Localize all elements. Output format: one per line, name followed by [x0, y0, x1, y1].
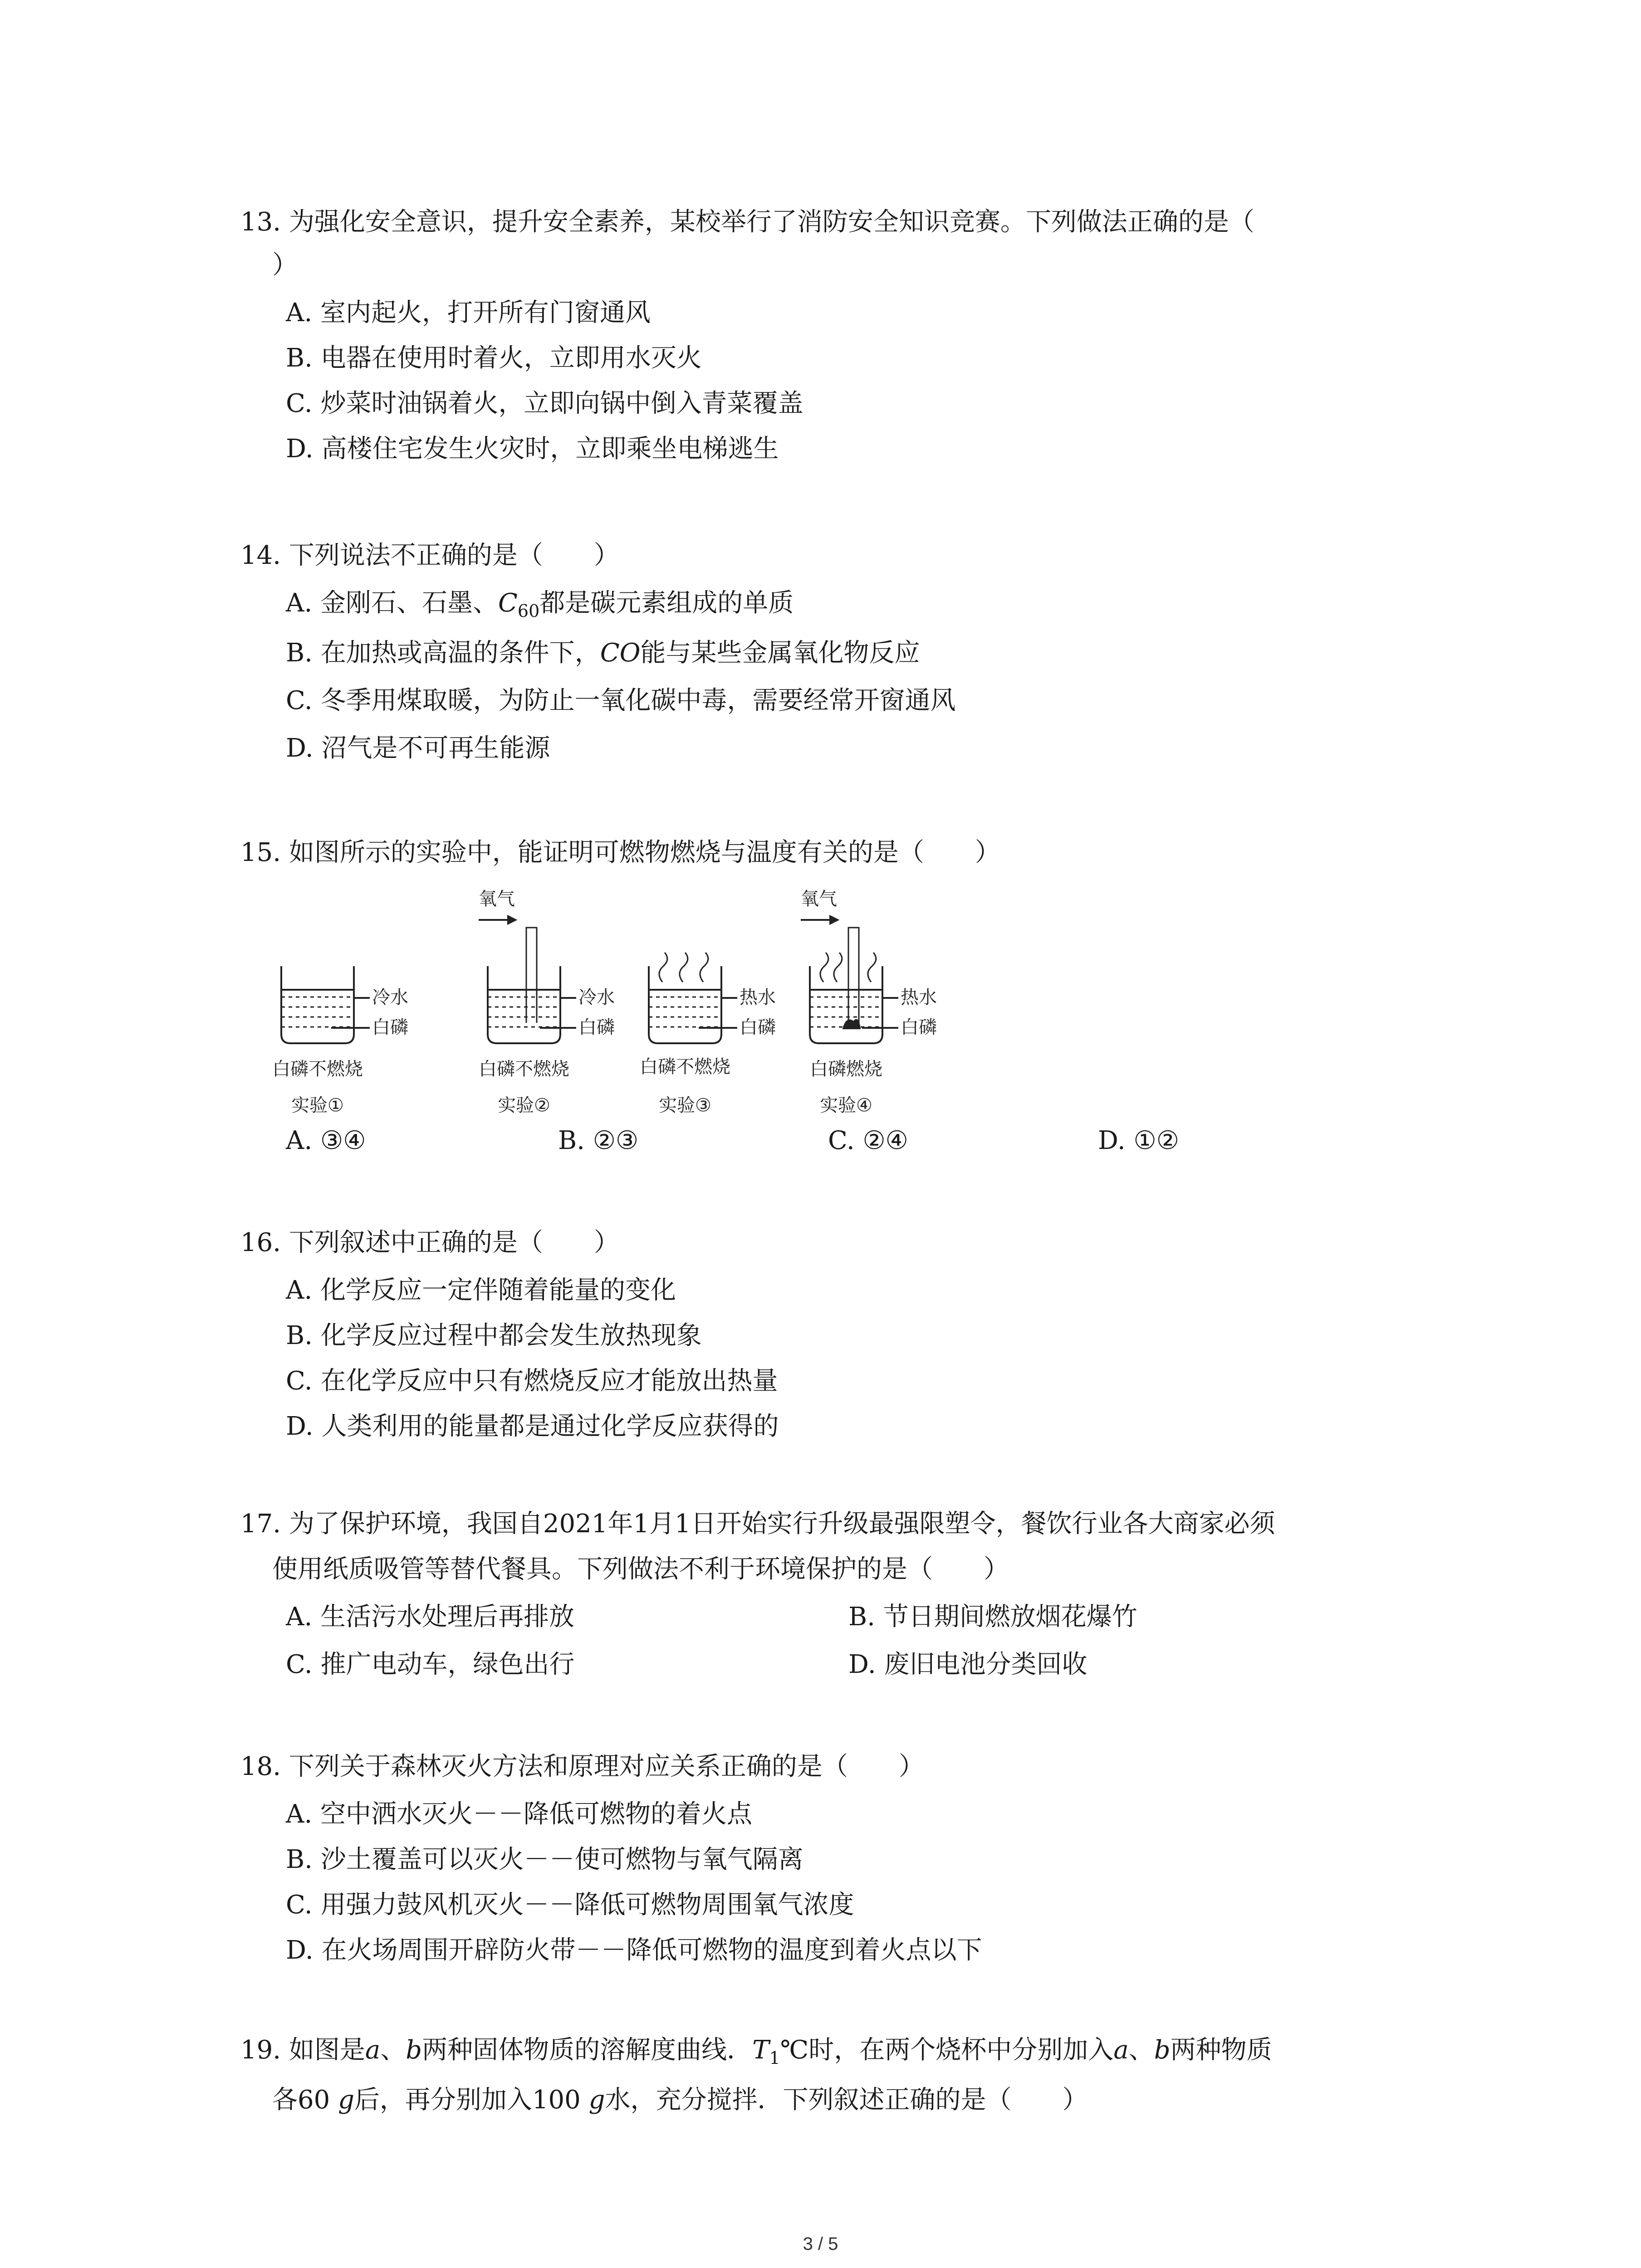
white-p-label-2: 白磷: [578, 1017, 615, 1038]
white-p-label-1: 白磷: [372, 1017, 408, 1038]
exp-label-1: 实验①: [291, 1095, 344, 1116]
hot-water-label-3: 热水: [740, 987, 776, 1008]
q17-option-d: D. 废旧电池分类回收: [848, 1650, 1087, 1679]
q19-l1f: 两种物质: [1170, 2035, 1272, 2065]
q16-option-a: A. 化学反应一定伴随着能量的变化: [286, 1276, 676, 1305]
q18-stem: 18. 下列关于森林灭火方法和原理对应关系正确的是（ ）: [240, 1752, 924, 1781]
q17-option-c: C. 推广电动车，绿色出行: [286, 1650, 575, 1679]
q18-option-b: B. 沙土覆盖可以灭火－－使可燃物与氧气隔离: [286, 1845, 803, 1874]
q14-option-d: D. 沼气是不可再生能源: [286, 733, 550, 763]
beaker-1: [281, 966, 370, 1043]
q19-t-sub: 1: [769, 2048, 780, 2068]
q14-option-b: [286, 637, 920, 669]
white-p-label-4: 白磷: [901, 1017, 937, 1038]
exp-label-2: 实验②: [498, 1095, 550, 1116]
q14-option-a: [286, 587, 794, 627]
white-p-label-3: 白磷: [740, 1017, 776, 1038]
q13-option-a: A. 室内起火，打开所有门窗通风: [286, 298, 651, 327]
q16-stem: 16. 下列叙述中正确的是（ ）: [240, 1228, 619, 1257]
q19-l1c: 两种固体物质的溶解度曲线．: [422, 2035, 753, 2065]
q19-var-t: T: [752, 2035, 769, 2065]
q14-a-chem: C: [498, 588, 518, 618]
exp-label-4: 实验④: [820, 1095, 872, 1116]
q14-a-suffix: 都是碳元素组成的单质: [539, 588, 794, 618]
q15-option-a: A. ③④: [286, 1126, 366, 1155]
oxygen-label-2: 氧气: [479, 889, 515, 909]
q19-l2c: 水，充分搅拌．下列叙述正确的是（ ）: [605, 2085, 1088, 2115]
q19-var-b: b: [406, 2035, 422, 2065]
q18-option-d: D. 在火场周围开辟防火带－－降低可燃物的温度到着火点以下: [286, 1936, 982, 1965]
q18-option-c: C. 用强力鼓风机灭火－－降低可燃物周围氧气浓度: [286, 1890, 854, 1920]
q14-b-chem: CO: [600, 638, 641, 668]
q15-option-d: D. ①②: [1098, 1126, 1179, 1155]
q19-l1e: 、: [1128, 2035, 1154, 2065]
q15-experiment-figure: [272, 885, 998, 1129]
beaker-4: [801, 916, 898, 1043]
hot-water-label-4: 热水: [901, 987, 937, 1008]
q13-option-b: B. 电器在使用时着火，立即用水灭火: [286, 343, 702, 373]
q13-stem-line2: ）: [272, 250, 298, 280]
q19-var-b2: b: [1154, 2035, 1171, 2065]
q19-l2b: 后，再分别加入100: [354, 2085, 589, 2115]
q19-stem-line1: [240, 2034, 1272, 2074]
q17-option-a: A. 生活污水处理后再排放: [286, 1602, 575, 1632]
q17-stem-line2: 使用纸质吸管等替代餐具。下列做法不利于环境保护的是（ ）: [272, 1554, 1009, 1584]
q14-stem: 14. 下列说法不正确的是（ ）: [240, 541, 619, 570]
beaker-3: [649, 953, 737, 1043]
q13-stem-line1: 13. 为强化安全意识，提升安全素养，某校举行了消防安全知识竞赛。下列做法正确的是（: [240, 207, 1254, 237]
q15-stem: 15. 如图所示的实验中，能证明可燃物燃烧与温度有关的是（ ）: [240, 838, 1000, 867]
beaker-2: [479, 916, 576, 1043]
q14-b-prefix: B. 在加热或高温的条件下，: [286, 638, 600, 668]
q15-option-c: C. ②④: [828, 1126, 908, 1155]
cold-water-label-1: 冷水: [372, 987, 408, 1008]
exp-label-3: 实验③: [659, 1095, 711, 1116]
q19-var-g2: g: [588, 2085, 605, 2115]
q19-l1d: ℃时，在两个烧杯中分别加入: [780, 2035, 1114, 2065]
result-label-1: 白磷不燃烧: [272, 1059, 363, 1080]
q19-stem-line2: [272, 2084, 1087, 2116]
q17-stem-line1: 17. 为了保护环境，我国自2021年1月1日开始实行升级最强限塑令，餐饮行业各大商家必须: [240, 1509, 1275, 1539]
q19-var-g: g: [338, 2085, 354, 2115]
q18-option-a: A. 空中洒水灭火－－降低可燃物的着火点: [286, 1799, 753, 1829]
page-number: 3 / 5: [803, 2234, 838, 2254]
q15-option-b: B. ②③: [558, 1126, 639, 1155]
q16-option-b: B. 化学反应过程中都会发生放热现象: [286, 1321, 702, 1350]
result-label-2: 白磷不燃烧: [479, 1059, 569, 1080]
q13-option-d: D. 高楼住宅发生火灾时，立即乘坐电梯逃生: [286, 434, 779, 464]
q14-a-sub: 60: [517, 601, 540, 621]
q19-l2a: 各60: [272, 2085, 338, 2115]
cold-water-label-2: 冷水: [578, 987, 615, 1008]
result-label-3: 白磷不燃烧: [640, 1056, 730, 1077]
q17-option-b: B. 节日期间燃放烟花爆竹: [848, 1602, 1137, 1632]
q19-var-a2: a: [1113, 2035, 1129, 2065]
q19-l1b: 、: [380, 2035, 406, 2065]
q16-option-c: C. 在化学反应中只有燃烧反应才能放出热量: [286, 1366, 778, 1396]
q13-option-c: C. 炒菜时油锅着火，立即向锅中倒入青菜覆盖: [286, 389, 803, 418]
q19-l1a: 19. 如图是: [240, 2035, 365, 2065]
q19-var-a: a: [365, 2035, 381, 2065]
q16-option-d: D. 人类利用的能量都是通过化学反应获得的: [286, 1412, 779, 1441]
q14-option-c: C. 冬季用煤取暖，为防止一氧化碳中毒，需要经常开窗通风: [286, 686, 956, 715]
oxygen-label-4: 氧气: [801, 889, 837, 909]
q14-b-suffix: 能与某些金属氧化物反应: [640, 638, 920, 668]
result-label-4: 白磷燃烧: [810, 1059, 882, 1080]
q14-a-prefix: A. 金刚石、石墨、: [286, 588, 499, 618]
